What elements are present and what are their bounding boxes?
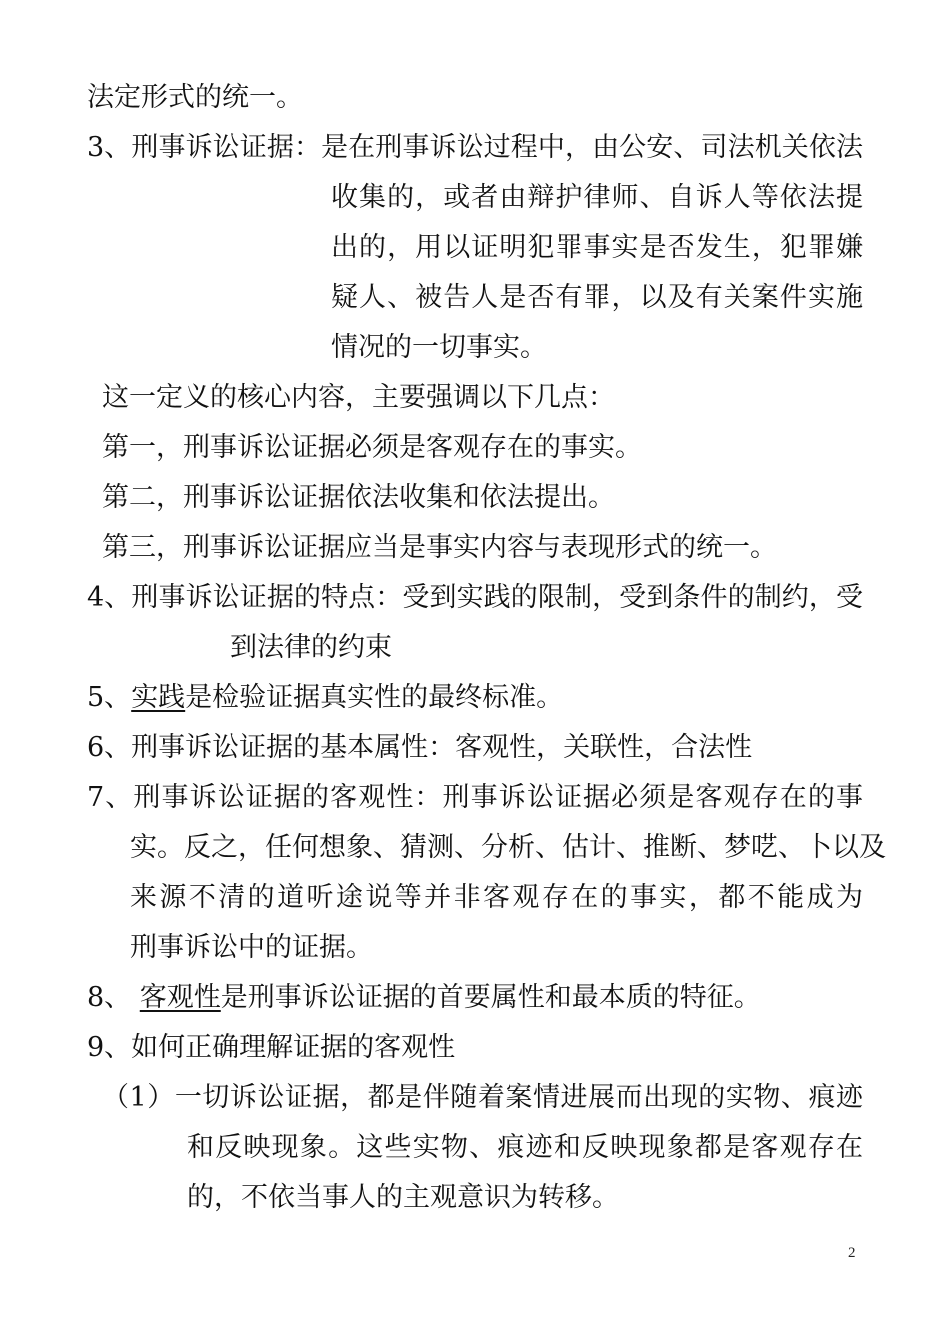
page-number: 2 — [848, 1245, 856, 1261]
item-4-line: 到法律的约束 — [230, 632, 392, 663]
underlined-term: 客观性 — [139, 982, 221, 1013]
item-3-line: 情况的一切事实。 — [331, 332, 547, 363]
item-7-line: 刑事诉讼中的证据。 — [130, 932, 373, 963]
item-3-line: 3、刑事诉讼证据：是在刑事诉讼过程中，由公安、司法机关依法 — [87, 132, 863, 163]
item-number: 5、 — [87, 682, 132, 713]
item-7-line: 实。反之，任何想象、猜测、分析、估计、推断、梦呓、卜以及 — [130, 832, 886, 863]
item-7-line: 来源不清的道听途说等并非客观存在的事实，都不能成为 — [130, 882, 863, 913]
sub-item-1-line: 和反映现象。这些实物、痕迹和反映现象都是客观存在 — [187, 1132, 863, 1163]
item-3-line: 收集的，或者由辩护律师、自诉人等依法提 — [331, 182, 863, 213]
item-5-line — [87, 680, 563, 716]
sub-item-1-line: （1）一切诉讼证据，都是伴随着案情进展而出现的实物、痕迹 — [102, 1082, 863, 1113]
item-3-line: 出的，用以证明犯罪事实是否发生，犯罪嫌 — [331, 232, 863, 263]
underlined-term: 实践 — [131, 682, 186, 713]
item-text: 是刑事诉讼证据的首要属性和最本质的特征。 — [220, 982, 761, 1013]
item-9-line: 9、如何正确理解证据的客观性 — [87, 1032, 456, 1063]
item-8-line — [87, 980, 761, 1016]
point-first: 第一，刑事诉讼证据必须是客观存在的事实。 — [102, 432, 642, 463]
text-line: 这一定义的核心内容，主要强调以下几点： — [102, 382, 615, 413]
text-line: 法定形式的统一。 — [87, 82, 303, 113]
point-third: 第三，刑事诉讼证据应当是事实内容与表现形式的统一。 — [102, 532, 777, 563]
point-second: 第二，刑事诉讼证据依法收集和依法提出。 — [102, 482, 615, 513]
item-7-line: 7、刑事诉讼证据的客观性：刑事诉讼证据必须是客观存在的事 — [87, 782, 863, 813]
item-3-line: 疑人、被告人是否有罪，以及有关案件实施 — [331, 282, 863, 313]
item-text: 是检验证据真实性的最终标准。 — [185, 682, 564, 713]
item-6-line: 6、刑事诉讼证据的基本属性：客观性，关联性，合法性 — [87, 732, 753, 763]
item-number: 8、 — [87, 982, 140, 1013]
item-4-line: 4、刑事诉讼证据的特点：受到实践的限制，受到条件的制约，受 — [87, 582, 863, 613]
sub-item-1-line: 的，不依当事人的主观意识为转移。 — [187, 1182, 619, 1213]
